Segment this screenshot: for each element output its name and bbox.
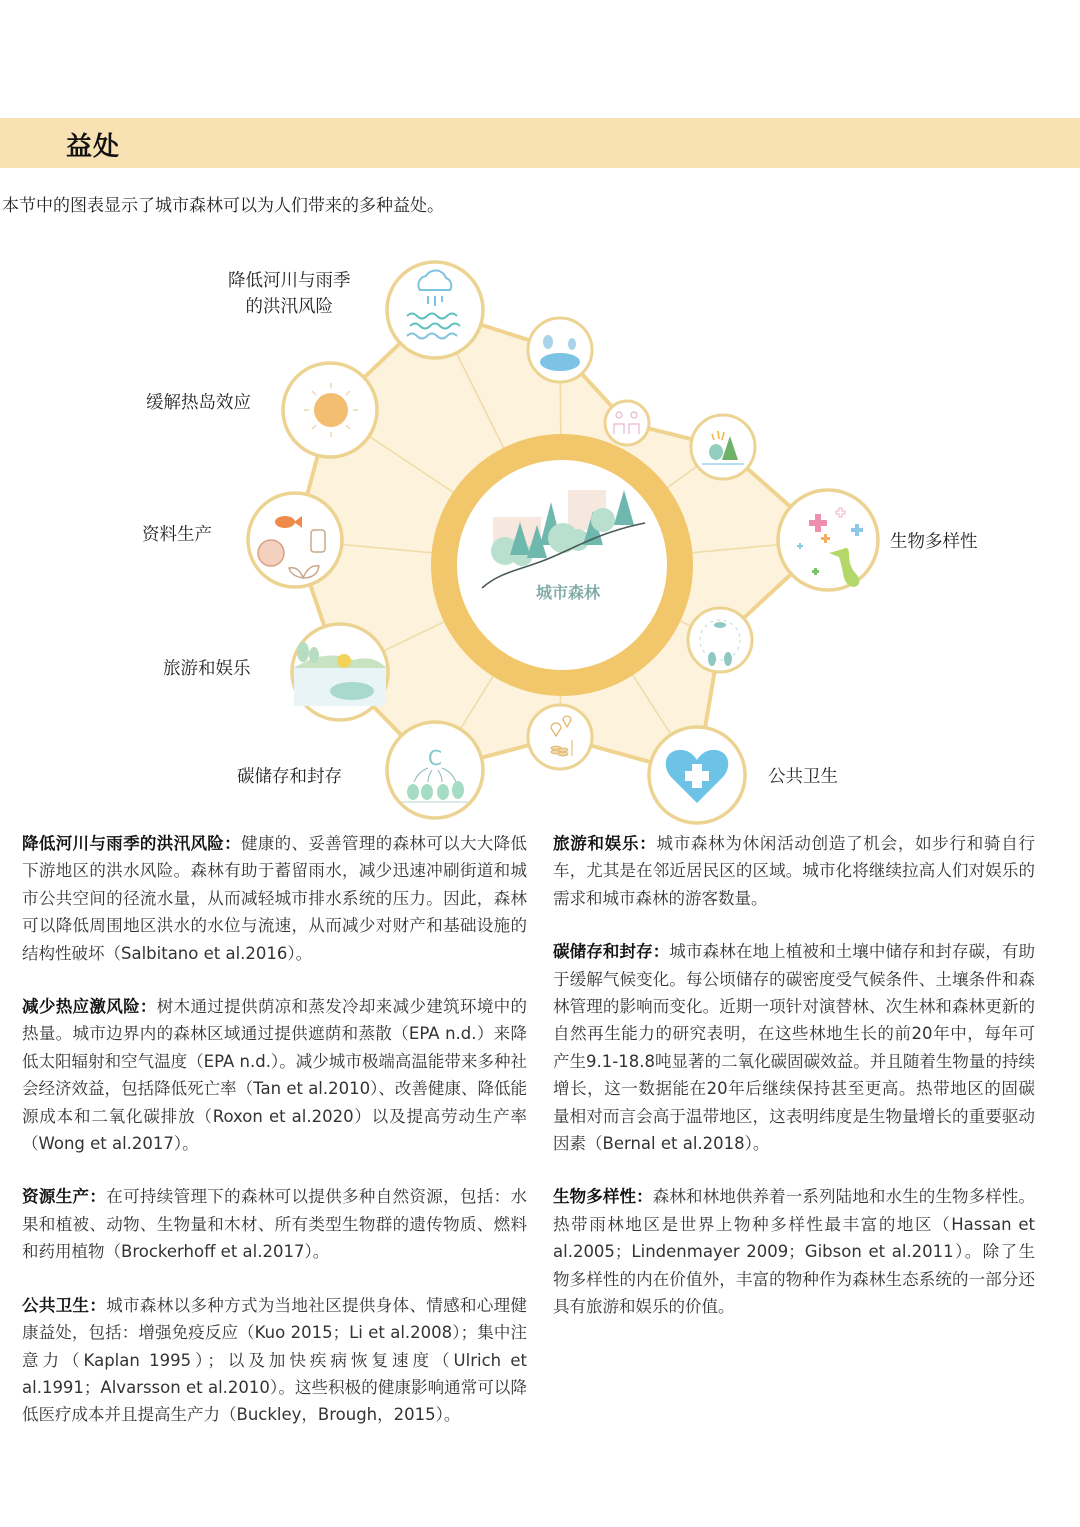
label-carbon: 碳储存和封存 xyxy=(237,767,342,787)
label-flood-line2: 的洪汛风险 xyxy=(245,297,333,317)
section-flood xyxy=(22,830,527,967)
center-urban-forest xyxy=(444,447,680,683)
section-health-title: 公共卫生： xyxy=(22,1295,107,1315)
section-tourism-body: 城市森林为休闲活动创造了机会，如步行和骑自行车，尤其是在邻近居民区的区域。城市化将继续拉高人们对娱乐的需求和城市森林的游客数量。 xyxy=(553,834,1036,908)
node-people xyxy=(605,401,649,445)
section-heat xyxy=(22,993,527,1157)
section-carbon-body: 城市森林在地上植被和土壤中储存和封存碳，有助于缓解气候变化。每公顷储存的碳密度受气候条件、土壤条件和森林管理的影响而变化。近期一项针对演替林、次生林和森林更新的自然再生能力的研究表明，在这些林地生长的前20年中，每年可产生9.1-18.8吨显著的二氧化碳固碳效益。并且随着生物量的持续增长，这一数据能在20年后继续保持甚至更高。热带地区的固碳量相对而言会高于温带地区，这表明纬度是生物量增长的重要驱动因素（Bernal et al.2018）。 xyxy=(553,942,1035,1154)
section-heat-body: 树木通过提供荫凉和蒸发冷却来减少建筑环境中的热量。城市边界内的森林区域通过提供遮荫和蒸散（EPA n.d.）来降低太阳辐射和空气温度（EPA n.d.）。减少城市极端高温能带来多种社会经济效益，包括降低死亡率（Tan et al.2010）、改善健康、降低能源成本和二氧化碳排放（Roxon et al.2020）以及提高劳动生产率（Wong et al.2017）。 xyxy=(22,997,528,1154)
page-title: 益处 xyxy=(66,132,121,162)
svg-text:C: C xyxy=(428,746,442,770)
section-flood-title: 降低河川与雨季的洪汛风险： xyxy=(22,834,241,853)
section-carbon-title: 碳储存和封存： xyxy=(553,942,670,962)
section-tourism-title: 旅游和娱乐： xyxy=(553,834,657,853)
section-tourism xyxy=(553,830,1035,912)
label-health: 公共卫生 xyxy=(768,767,838,787)
intro-text: 本节中的图表显示了城市森林可以为人们带来的多种益处。 xyxy=(2,196,444,216)
node-carbon xyxy=(387,722,483,818)
section-biodiversity xyxy=(553,1183,1035,1320)
node-resources xyxy=(248,493,342,587)
section-resources-title: 资源生产： xyxy=(22,1187,107,1207)
label-resources: 资料生产 xyxy=(142,525,212,545)
text-column-right xyxy=(553,830,1035,1347)
label-flood-line1: 降低河川与雨季 xyxy=(228,271,351,291)
section-health-body: 城市森林以多种方式为当地社区提供身体、情感和心理健康益处，包括：增强免疫反应（Kuo 2015；Li et al.2008）；集中注意力（Kaplan 1995）；以及加快疾病恢复速度（Ulrich et al.1991；Alvarsson et al.2010）。这些积极的健康影响通常可以降低医疗成本并且提高生产力（Buckley，Brough，2015）。 xyxy=(22,1295,528,1425)
section-health xyxy=(22,1292,527,1429)
section-carbon xyxy=(553,938,1035,1157)
label-flood xyxy=(228,268,351,320)
section-resources-body: 在可持续管理下的森林可以提供多种自然资源，包括：水果和植被、动物、生物量和木材、所有类型生物群的遗传物质、燃料和药用植物（Brockerhoff et al.2017）。 xyxy=(22,1187,528,1262)
node-pond xyxy=(528,318,592,382)
node-flood xyxy=(387,262,483,358)
label-biodiversity: 生物多样性 xyxy=(890,532,978,552)
label-heat: 缓解热岛效应 xyxy=(146,393,251,413)
section-heat-title: 减少热应激风险： xyxy=(22,997,157,1017)
node-economy xyxy=(528,705,592,769)
node-cycle xyxy=(688,608,752,672)
node-trees xyxy=(691,415,755,479)
section-biodiversity-title: 生物多样性： xyxy=(553,1187,653,1207)
label-tourism: 旅游和娱乐 xyxy=(163,659,251,679)
center-label: 城市森林 xyxy=(535,583,601,602)
section-flood-body: 健康的、妥善管理的森林可以大大降低下游地区的洪水风险。森林有助于蓄留雨水，减少迅速冲刷街道和城市公共空间的径流水量，从而减轻城市排水系统的压力。因此，森林可以降低周围地区洪水的水位与流速，从而减少对财产和基础设施的结构性破坏（Salbitano et al.2016）。 xyxy=(22,834,528,963)
text-column-left xyxy=(22,830,527,1455)
section-biodiversity-body: 森林和林地供养着一系列陆地和水生的生物多样性。热带雨林地区是世界上物种多样性最丰富的地区（Hassan et al.2005；Lindenmayer 2009；Gibson et al.2011）。除了生物多样性的内在价值外，丰富的物种作为森林生态系统的一部分还具有旅游和娱乐的价值。 xyxy=(553,1187,1035,1317)
section-resources xyxy=(22,1183,527,1265)
